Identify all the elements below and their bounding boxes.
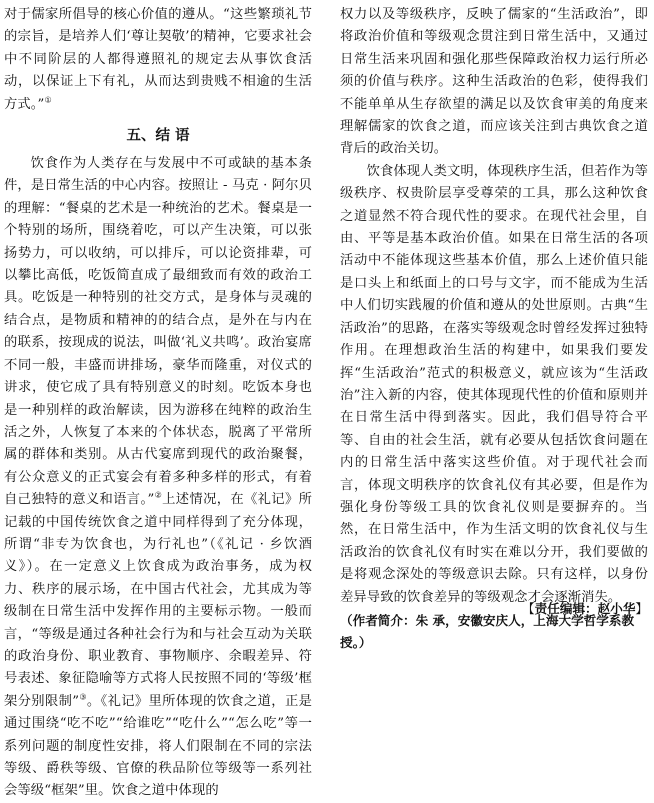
intro-paragraph bbox=[4, 4, 312, 116]
conclusion-paragraph bbox=[4, 153, 312, 803]
final-paragraph: 饮食体现人类文明，体现秩序生活，但若作为等级秩序、权贵阶层享受尊荣的工具，那么这种饮食之道显然不符合现代性的要求。在现代社会里，自由、平等是基本政治价值。如果在日常生活的各项活动中不能体现这些基本价值，那么上述价值只能是口头上和纸面上的口号与文字，而不能成为生活中人们切实践履的价值和遵从的处世原则。古典“生活政治”的思路，在落实等级观念时曾经发挥过独特作用。在理想政治生活的构建中，如果我们要发挥“生活政治”范式的积极意义，就应该为“生活政治”注入新的内容，使其体现现代性的价值和原则并在日常生活中得到落实。因此，我们倡导符合平等、自由的社会生活，就有必要从包括饮食问题在内的日常生活中落实这些价值。对于现代社会而言，体现文明秩序的饮食礼仪有其必要，但是作为强化身份等级工具的饮食礼仪则是要摒弃的。当然，在日常生活中，作为生活文明的饮食礼仪与生活政治的饮食礼仪有时实在难以分开，我们要做的是将观念深处的等级意识去除。只有这样，以身份差异导致的饮食差异的等级观念才会逐渐消失。 bbox=[340, 163, 648, 605]
paragraph-text: 饮食作为人类存在与发展中不可或缺的基本条件，是日常生活的中心内容。按照让 - 马克 · 阿尔贝的理解：“餐桌的艺术是一种统治的艺术。餐桌是一个特别的场所，围绕着吃，可以产生决策，可以张扬势力，可以收纳，可以排斥，可以论资排辈，可以攀比高低，吃饭简直成了最细致而有效的政治工具。吃饭是一种特别的社交方式，是身体与灵魂的结合点，是物质和精神的的结合点，是外在与内在的联系，按现成的说法，叫做‘礼义共鸣’。政治宴席不同一般，丰盛而讲排场，豪华而隆重，对仪式的讲求，使它成了具有特别意义的时刻。吃饭本身也是一种别样的政治解读，因为游移在纯粹的政治生活之外，人恢复了本来的个体状态，脱离了平常所属的群体和类别。从古代宴席到现代的政治聚餐，有公众意义的正式宴会有着多种多样的形式，有着自己独特的意义和语言。” bbox=[4, 156, 312, 508]
footnote-marker: ② bbox=[154, 490, 163, 500]
right-column bbox=[340, 4, 648, 654]
continued-paragraph: 权力以及等级秩序，反映了儒家的“生活政治”，即将政治价值和等级观念贯注到日常生活中，又通过日常生活来巩固和强化那些保障政治权力运行所必须的价值与秩序。这种生活政治的色彩，使得我们不能单单从生存欲望的满足以及饮食审美的角度来理解儒家的饮食之道，而应该关注到古典饮食之道背后的政治关切。 bbox=[340, 7, 648, 157]
author-text: 朱 承，安徽安庆人，上海大学哲学系教授。） bbox=[340, 612, 635, 650]
intro-text: 对于儒家所倡导的核心价值的遵从。“这些繁琐礼节的宗旨，是培养人们‘尊让契敬’的精神，它要求社会中不同阶层的人都得遵照礼的规定去从事饮食活动，以保证上下有礼，从而达到贵贱不相逾的生活方式。” bbox=[4, 7, 312, 112]
bracket-close: 】 bbox=[635, 601, 648, 616]
bracket-open: 【 bbox=[522, 601, 535, 616]
section-heading: 五、结 语 bbox=[126, 128, 190, 145]
footnote-marker: ③ bbox=[79, 692, 87, 702]
footnote-marker: ① bbox=[44, 95, 52, 105]
paragraph-text: 上述情况，在《礼记》所记载的中国传统饮食之道中同样得到了充分体现，所谓“非专为饮食也，为行礼也”（《礼记 · 乡饮酒义》）。在一定意义上饮食成为政治事务，成为权力、秩序的展示场，在中国古代社会，尤其成为等级制在日常生活中发挥作用的主要标示物。一般而言，“等级是通过各种社会行为和与社会互动为关联的政治身份、职业教育、事物顺序、余暇差异、符号表述、象征隐喻等方式将人民按照不同的‘等级’框架分别限制” bbox=[4, 492, 312, 709]
editor-text: 责任编辑：赵小华 bbox=[534, 601, 636, 616]
left-column bbox=[4, 4, 312, 803]
author-label: （作者简介： bbox=[340, 612, 416, 628]
paragraph-text: 。《礼记》里所体现的饮食之道，正是通过围绕“吃不吃”“给谁吃”“吃什么”“怎么吃”等一系列问题的制度性安排，将人们限制在不同的宗法等级、爵秩等级、官僚的秩品阶位等级等一系列社会等级“框架”里。饮食之道中体现的 bbox=[4, 693, 312, 799]
editor-credit bbox=[522, 598, 648, 617]
